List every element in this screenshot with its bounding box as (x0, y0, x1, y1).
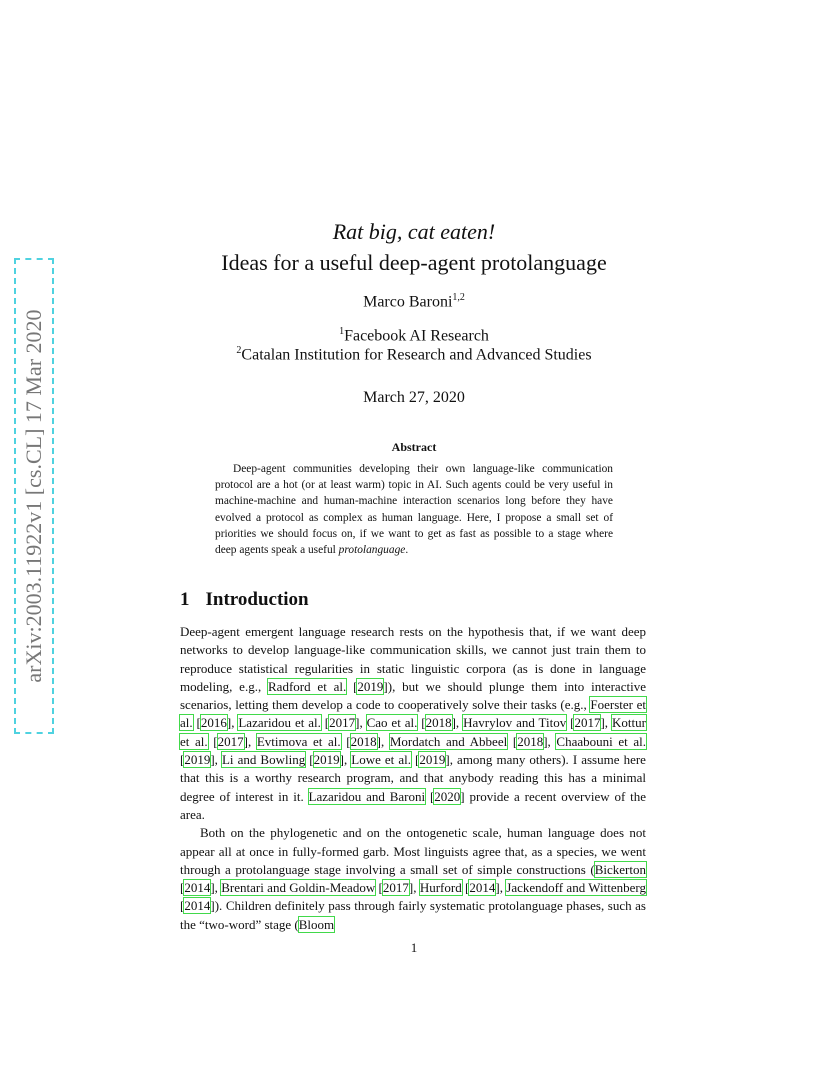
author-name: Marco Baroni (363, 293, 453, 311)
paragraph-1: Deep-agent emergent language research rests on the hypothesis that, if we want deep networks to develop language-like communication skills, we cannot just train them to reproduce statistical regularities in static linguistic corpora (as is done in language modeling, e.g., Radford et al. [2019]), but we should plunge them into interactive scenarios, letting them develop a code to cooperatively solve their tasks (e.g., Foerster et al. [2016], Lazaridou et al. [2017], Cao et al. [2018], Havrylov and Titov [2017], Kottur et al. [2017], Evtimova et al. [2018], Mordatch and Abbeel [2018], Chaabouni et al. [2019], Li and Bowling [2019], Lowe et al. [2019], among many others). I assume here that this is a worthy research program, and that anybody reading this has a minimal degree of interest in it. Lazaridou and Baroni [2020] provide a recent overview of the area. (180, 624, 647, 822)
citation-year-link[interactable]: 2019 (184, 752, 211, 768)
citation-link[interactable]: Lowe et al. (351, 752, 411, 768)
abstract-text (215, 461, 613, 558)
citation-year-link[interactable]: 2017 (217, 733, 244, 749)
citation-year-link[interactable]: 2020 (434, 788, 461, 804)
author-line (0, 292, 828, 311)
citation-year-link[interactable]: 2017 (329, 715, 356, 731)
page-number: 1 (410, 940, 418, 955)
section-title: Introduction (205, 589, 309, 610)
text: Deep-agent emergent language research rests on the hypothesis that, if we want deep networks to develop language-like communication skills, we cannot just train them to reproduce statistical regularities in static linguistic corpora (as is done in language modeling, e.g., (180, 624, 646, 694)
citation-link[interactable]: Mordatch and Abbeel (389, 733, 508, 749)
abstract-body: Deep-agent communities developing their own language-like communication protocol are a hot (or at least warm) topic in AI. Such agents could be very useful in machine-machine and human-machine interaction scenarios long before they have evolved a protocol as complex as human language. Here, I propose a small set of priorities we should focus on, if we want to get as fast as possible to a stage where deep agents speak a useful (215, 463, 613, 557)
paper-subtitle: Ideas for a useful deep-agent protolanguage (221, 250, 607, 275)
citation-link[interactable]: Li and Bowling (221, 752, 306, 768)
citation-year-link[interactable]: 2014 (184, 898, 211, 914)
citation-year-link[interactable]: 2018 (350, 733, 377, 749)
aff2-name: Catalan Institution for Research and Advanced Studies (241, 346, 592, 364)
citation-year-link[interactable]: 2017 (382, 880, 409, 896)
text: , among many others). I assume here that this is a worthy research program, and that anybody reading this has a minimal degree of interest in it. (180, 752, 646, 804)
citation-year-link[interactable]: 2017 (574, 715, 601, 731)
affiliation-1 (0, 326, 828, 345)
text: ). Children definitely pass through fairly systematic protolanguage phases, such as the “two-word” stage ( (180, 898, 646, 932)
aff1-mark: 1 (339, 326, 345, 337)
author-affiliation-marks: 1,2 (452, 292, 465, 303)
citation-link[interactable]: Bickerton (594, 861, 646, 877)
arxiv-identifier: arXiv:2003.11922v1 [cs.CL] 17 Mar 2020 (21, 309, 46, 683)
paragraph-2: Both on the phylogenetic and on the ontogenetic scale, human language does not appear all at once in fully-formed garb. Most linguists agree that, as a species, we went through a protolanguage stage involving a small set of simple constructions (Bickerton [2014], Brentari and Goldin-Meadow [2017], Hurford [2014], Jackendoff and Wittenberg [2014]). Children definitely pass through fairly systematic protolanguage phases, such as the “two-word” stage (Bloom (180, 825, 646, 932)
text: provide a recent overview of the area. (180, 788, 647, 822)
citation-link[interactable]: Cao et al. (366, 715, 418, 731)
citation-link[interactable]: Hurford (419, 880, 462, 896)
citation-link[interactable]: Bloom (298, 916, 335, 932)
aff1-name: Facebook AI Research (344, 327, 489, 345)
paper-date: March 27, 2020 (363, 389, 465, 406)
citation-year-link[interactable]: 2016 (200, 715, 227, 731)
citation-year-link[interactable]: 2014 (184, 880, 211, 896)
citation-link[interactable]: Havrylov and Titov (463, 715, 567, 731)
paper-title: Rat big, cat eaten! (332, 219, 496, 244)
citation-link[interactable]: Brentari and Goldin-Meadow (221, 880, 376, 896)
section-number: 1 (180, 589, 190, 610)
citation-link[interactable]: Lazaridou et al. (238, 715, 321, 731)
citation-link[interactable]: Kottur et al. (180, 715, 646, 749)
citation-year-link[interactable]: 2014 (469, 880, 496, 896)
section-heading (180, 589, 309, 611)
abstract-end: . (405, 544, 409, 557)
affiliation-2 (0, 345, 828, 364)
abstract-italic: protolanguage (338, 544, 406, 557)
citation-year-link[interactable]: 2019 (313, 752, 340, 768)
citation-year-link[interactable]: 2019 (419, 752, 446, 768)
citation-link[interactable]: Radford et al. (268, 678, 347, 694)
aff2-mark: 2 (236, 345, 242, 356)
section-body (180, 623, 646, 934)
citation-year-link[interactable]: 2018 (517, 733, 544, 749)
citation-link[interactable]: Jackendoff and Wittenberg (506, 880, 646, 896)
citation-year-link[interactable]: 2018 (425, 715, 452, 731)
abstract-heading: Abstract (391, 440, 437, 454)
citation-link[interactable]: Chaabouni et al. (556, 733, 646, 749)
text: ), but we should plunge them into interactive scenarios, letting them develop a code to cooperatively solve their tasks (e.g., (180, 678, 646, 713)
text: Both on the phylogenetic and on the ontogenetic scale, human language does not appear all at once in fully-formed garb. Most linguists agree that, as a species, we went through a protolanguage stage involving a small set of simple constructions ( (180, 825, 646, 877)
citation-link[interactable]: Lazaridou and Baroni (308, 788, 426, 804)
citation-year-link[interactable]: 2019 (357, 678, 384, 694)
citation-link[interactable]: Foerster et al. (180, 697, 647, 731)
citation-link[interactable]: Evtimova et al. (256, 733, 341, 749)
